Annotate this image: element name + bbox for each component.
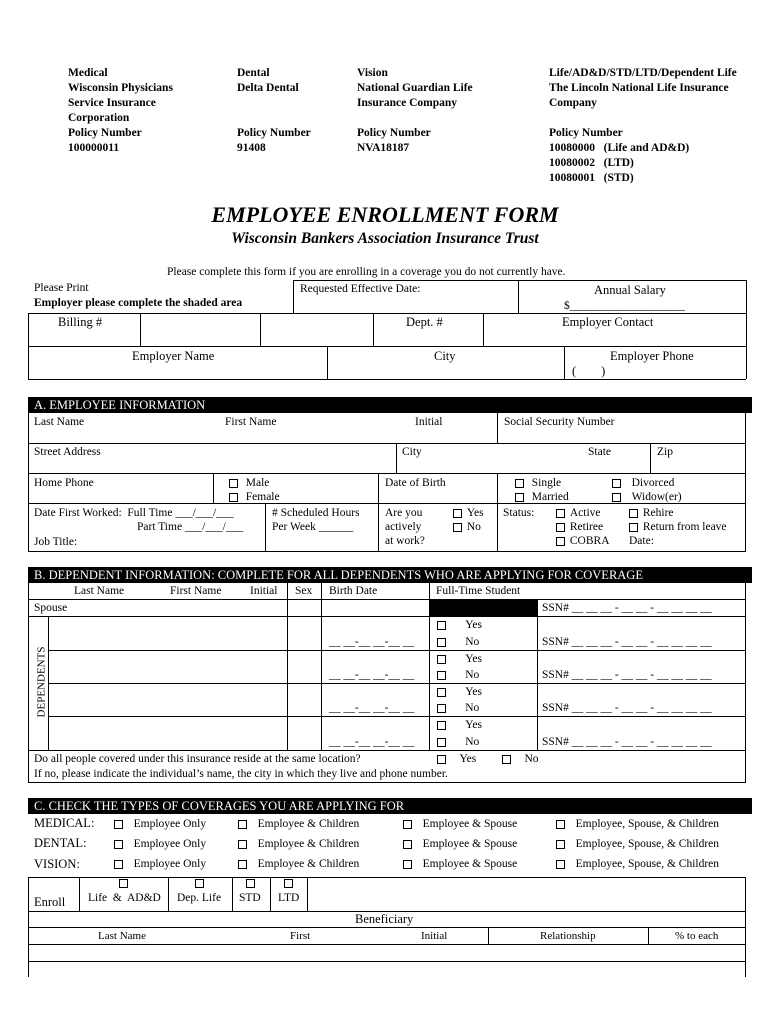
den-emp-children[interactable]: Employee & Children — [238, 837, 359, 851]
ben-first: First — [290, 930, 311, 942]
vis-emp-only[interactable]: Employee Only — [114, 857, 206, 871]
a-job-title[interactable]: Job Title: — [34, 536, 78, 548]
dep4-ssn[interactable]: SSN# __ __ __ - __ __ - __ __ __ __ — [542, 736, 712, 748]
male-checkbox[interactable] — [229, 479, 238, 488]
dep2-yes[interactable]: Yes — [437, 652, 482, 666]
a-city: City — [402, 446, 422, 458]
c-enroll: Enroll — [34, 895, 66, 909]
vis-emp-only-checkbox[interactable] — [114, 860, 123, 869]
dep3-no[interactable]: No — [437, 701, 479, 715]
b-last-name: Last Name — [74, 585, 125, 597]
section-b-header: B. DEPENDENT INFORMATION: COMPLETE FOR ALL DEPENDENTS WHO ARE APPLYING FOR COVERAGE — [28, 567, 752, 583]
a-cobra[interactable]: COBRA — [556, 534, 610, 548]
shaded-cell — [429, 599, 537, 616]
a-active[interactable]: Active — [556, 506, 601, 520]
vis-family-checkbox[interactable] — [556, 860, 565, 869]
a-return[interactable]: Return from leave — [629, 520, 727, 534]
married-checkbox[interactable] — [515, 493, 524, 502]
ben-last-name: Last Name — [98, 930, 146, 942]
enroll-dep-life-checkbox[interactable] — [195, 879, 204, 888]
a-date-first-worked[interactable]: Date First Worked: Full Time ___/___/___ — [34, 507, 234, 519]
med-emp-only-checkbox[interactable] — [114, 820, 123, 829]
b-birth-date: Birth Date — [329, 585, 378, 597]
cobra-checkbox[interactable] — [556, 537, 565, 546]
dep2-date[interactable]: __ __-__ __-__ __ — [329, 669, 415, 681]
retiree-checkbox[interactable] — [556, 523, 565, 532]
employer-phone-paren[interactable]: ( ) — [572, 364, 606, 378]
den-family-checkbox[interactable] — [556, 840, 565, 849]
single-checkbox[interactable] — [515, 479, 524, 488]
med-emp-children-checkbox[interactable] — [238, 820, 247, 829]
dep2-no-checkbox[interactable] — [437, 671, 446, 680]
c-vision: VISION: — [34, 857, 80, 871]
a-work-yes[interactable]: Yes — [453, 506, 484, 520]
b-fts: Full-Time Student — [436, 585, 521, 597]
b-sex: Sex — [295, 585, 313, 597]
den-emp-only-checkbox[interactable] — [114, 840, 123, 849]
b-same-no[interactable]: No — [502, 752, 539, 766]
please-print: Please Print — [34, 282, 89, 294]
dep3-no-checkbox[interactable] — [437, 704, 446, 713]
ben-initial: Initial — [421, 930, 448, 942]
a-married[interactable]: Married — [515, 490, 569, 504]
a-widowed[interactable]: Widow(er) — [612, 490, 682, 504]
dep3-date[interactable]: __ __-__ __-__ __ — [329, 702, 415, 714]
carrier-medical: Medical Wisconsin Physicians Service Insurance Corporation Policy Number 100000011 — [68, 67, 173, 154]
enroll-life-label: Life & AD&D — [88, 892, 161, 904]
a-zip: Zip — [657, 446, 673, 458]
a-retiree[interactable]: Retiree — [556, 520, 603, 534]
a-first-name: First Name — [225, 416, 277, 428]
a-at-work: at work? — [385, 535, 425, 547]
instruction-text: Please complete this form if you are enrolling in a coverage you do not currently have. — [167, 266, 566, 278]
med-emp-only[interactable]: Employee Only — [114, 817, 206, 831]
a-status: Status: — [503, 507, 535, 519]
billing-label: Billing # — [58, 315, 103, 329]
med-emp-spouse-checkbox[interactable] — [403, 820, 412, 829]
b-if-no: If no, please indicate the individual’s name, the city in which they live and phone number. — [34, 768, 448, 780]
form-title: EMPLOYEE ENROLLMENT FORM — [211, 202, 559, 227]
dep3-yes[interactable]: Yes — [437, 685, 482, 699]
carrier-vision: Vision National Guardian Life Insurance Company Policy Number NVA18187 — [357, 67, 473, 154]
enroll-ltd-label: LTD — [278, 892, 300, 904]
dep4-date[interactable]: __ __-__ __-__ __ — [329, 736, 415, 748]
dep3-ssn[interactable]: SSN# __ __ __ - __ __ - __ __ __ __ — [542, 702, 712, 714]
c-medical: MEDICAL: — [34, 816, 95, 830]
widowed-checkbox[interactable] — [612, 493, 621, 502]
a-male[interactable]: Male — [229, 476, 269, 490]
c-dental: DENTAL: — [34, 836, 87, 850]
med-emp-spouse[interactable]: Employee & Spouse — [403, 817, 517, 831]
enroll-ltd-checkbox[interactable] — [284, 879, 293, 888]
divorced-checkbox[interactable] — [612, 479, 621, 488]
b-spouse-ssn[interactable]: SSN# __ __ __ - __ __ - __ __ __ __ — [542, 602, 712, 614]
b-dependents-vertical: DEPENDENTS — [35, 646, 48, 718]
dept-label: Dept. # — [406, 315, 443, 329]
form-subtitle: Wisconsin Bankers Association Insurance Trust — [231, 230, 539, 247]
dep2-ssn[interactable]: SSN# __ __ __ - __ __ - __ __ __ __ — [542, 669, 712, 681]
med-emp-children[interactable]: Employee & Children — [238, 817, 359, 831]
enroll-std-label: STD — [239, 892, 261, 904]
dep1-ssn[interactable]: SSN# __ __ __ - __ __ - __ __ __ __ — [542, 636, 712, 648]
a-part-time[interactable]: Part Time ___/___/___ — [137, 521, 244, 533]
med-family[interactable]: Employee, Spouse, & Children — [556, 817, 719, 831]
requested-effective-date: Requested Effective Date: — [300, 283, 421, 295]
a-state: State — [588, 446, 611, 458]
den-emp-spouse[interactable]: Employee & Spouse — [403, 837, 517, 851]
a-date[interactable]: Date: — [629, 535, 654, 547]
b-initial: Initial — [250, 585, 278, 597]
section-c-header: C. CHECK THE TYPES OF COVERAGES YOU ARE APPLYING FOR — [28, 798, 752, 814]
enroll-dep-life-label: Dep. Life — [177, 892, 222, 904]
carrier-lincoln: Life/AD&D/STD/LTD/Dependent Life The Lincoln National Life Insurance Company Policy Number 10080000 (Life and AD&D) 10080002 (LTD) 10080001 (STD) — [549, 67, 737, 184]
b-spouse: Spouse — [34, 602, 68, 614]
annual-salary-field[interactable]: $____________________ — [564, 300, 685, 312]
employer-contact-label: Employer Contact — [562, 315, 654, 329]
dep1-yes-checkbox[interactable] — [437, 621, 446, 630]
dep1-yes[interactable]: Yes — [437, 618, 482, 632]
a-initial: Initial — [415, 416, 443, 428]
employer-name-label: Employer Name — [132, 349, 215, 363]
employer-city-label: City — [434, 349, 456, 363]
den-emp-spouse-checkbox[interactable] — [403, 840, 412, 849]
enroll-std-checkbox[interactable] — [246, 879, 255, 888]
return-checkbox[interactable] — [629, 523, 638, 532]
a-work-no[interactable]: No — [453, 520, 481, 534]
carrier-dental: Dental Delta Dental Policy Number 91408 — [237, 67, 311, 154]
work-no-checkbox[interactable] — [453, 523, 462, 532]
dep4-yes-checkbox[interactable] — [437, 721, 446, 730]
same-no-checkbox[interactable] — [502, 755, 511, 764]
vis-emp-children-checkbox[interactable] — [238, 860, 247, 869]
den-family[interactable]: Employee, Spouse, & Children — [556, 837, 719, 851]
a-ssn: Social Security Number — [504, 416, 615, 428]
dep4-yes[interactable]: Yes — [437, 718, 482, 732]
a-street: Street Address — [34, 446, 101, 458]
dep1-no[interactable]: No — [437, 635, 479, 649]
employer-phone-label: Employer Phone — [610, 349, 694, 363]
ben-relationship: Relationship — [540, 930, 596, 942]
b-first-name: First Name — [170, 585, 222, 597]
a-sched-hours: # Scheduled Hours — [272, 507, 360, 519]
b-same-yes[interactable]: Yes — [437, 752, 476, 766]
work-yes-checkbox[interactable] — [453, 509, 462, 518]
a-home-phone: Home Phone — [34, 477, 94, 489]
vis-emp-spouse-checkbox[interactable] — [403, 860, 412, 869]
b-same-location: Do all people covered under this insurance reside at the same location? — [34, 753, 361, 765]
employer-note: Employer please complete the shaded area — [34, 297, 243, 309]
a-actively: actively — [385, 521, 422, 533]
dep4-no[interactable]: No — [437, 735, 479, 749]
annual-salary-label: Annual Salary — [594, 283, 666, 297]
den-emp-children-checkbox[interactable] — [238, 840, 247, 849]
a-per-week[interactable]: Per Week ______ — [272, 521, 354, 533]
enroll-life-checkbox[interactable] — [119, 879, 128, 888]
female-checkbox[interactable] — [229, 493, 238, 502]
section-a-header: A. EMPLOYEE INFORMATION — [28, 397, 752, 413]
dep2-yes-checkbox[interactable] — [437, 655, 446, 664]
dep2-no[interactable]: No — [437, 668, 479, 682]
a-are-you: Are you — [385, 507, 423, 519]
dep3-yes-checkbox[interactable] — [437, 688, 446, 697]
dep1-no-checkbox[interactable] — [437, 638, 446, 647]
a-last-name: Last Name — [34, 416, 85, 428]
a-divorced[interactable]: Divorced — [612, 476, 674, 490]
vis-family[interactable]: Employee, Spouse, & Children — [556, 857, 719, 871]
den-emp-only[interactable]: Employee Only — [114, 837, 206, 851]
c-beneficiary: Beneficiary — [355, 912, 414, 926]
rehire-checkbox[interactable] — [629, 509, 638, 518]
ben-pct: % to each — [675, 930, 719, 942]
a-female[interactable]: Female — [229, 490, 280, 504]
vis-emp-children[interactable]: Employee & Children — [238, 857, 359, 871]
a-dob: Date of Birth — [385, 477, 446, 489]
dep4-no-checkbox[interactable] — [437, 738, 446, 747]
active-checkbox[interactable] — [556, 509, 565, 518]
med-family-checkbox[interactable] — [556, 820, 565, 829]
a-single[interactable]: Single — [515, 476, 561, 490]
vis-emp-spouse[interactable]: Employee & Spouse — [403, 857, 517, 871]
dep1-date[interactable]: __ __-__ __-__ __ — [329, 636, 415, 648]
same-yes-checkbox[interactable] — [437, 755, 446, 764]
a-rehire[interactable]: Rehire — [629, 506, 674, 520]
